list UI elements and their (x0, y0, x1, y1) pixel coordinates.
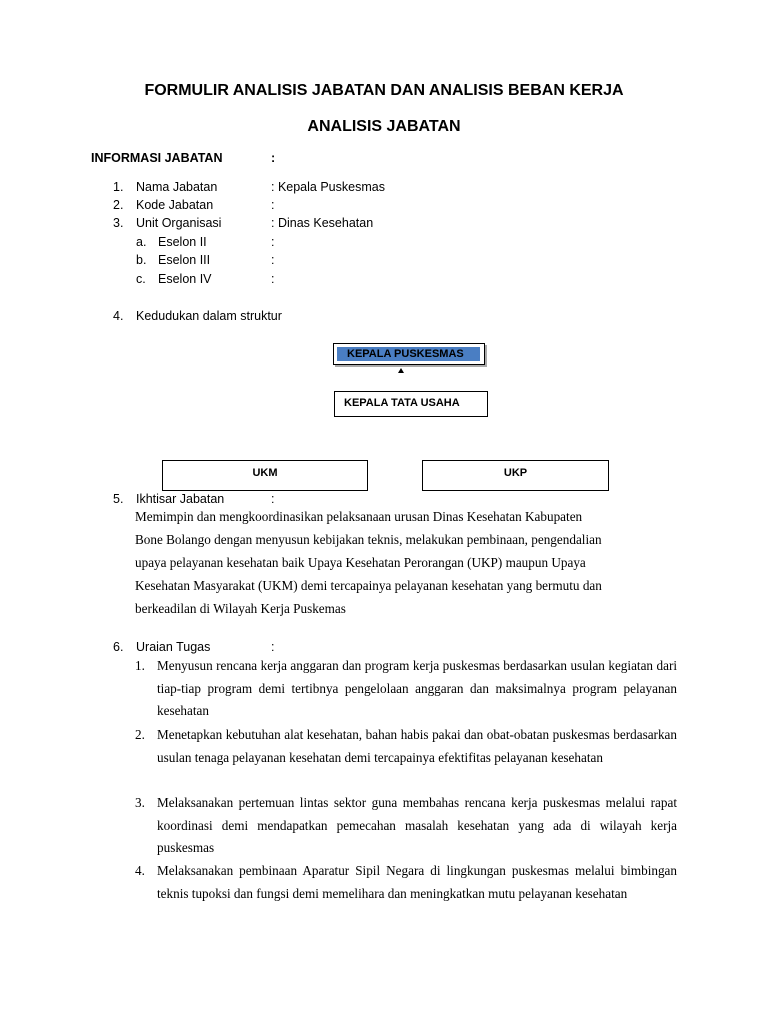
section-number: 6. (113, 640, 124, 654)
sub-field-label-eselon-iii: Eselon III (158, 253, 211, 267)
ikhtisar-line: Memimpin dan mengkoordinasikan pelaksanaan urusan Dinas Kesehatan Kabupaten (135, 509, 583, 524)
ukp-box (422, 460, 609, 491)
field-label-unit-organisasi: Unit Organisasi (136, 216, 222, 230)
sub-field-value-eselon-iv: : (271, 272, 275, 286)
ukm-box (162, 460, 368, 491)
ikhtisar-paragraph (135, 505, 675, 620)
task-item: Melaksanakan pertemuan lintas sektor guna membahas rencana kerja puskesmas melalui rapat koordinasi demi mendapatkan pemecahan masalah kesehatan yang ada di wilayah kerja puskesmas (157, 795, 677, 856)
sub-field-letter: a. (136, 235, 147, 249)
task-number: 1. (135, 658, 145, 673)
arrow-up-icon (396, 366, 406, 376)
field-value-nama-jabatan: : Kepala Puskesmas (271, 180, 385, 194)
uraian-colon: : (271, 640, 275, 654)
ikhtisar-line: berkeadilan di Wilayah Kerja Puskemas (135, 601, 346, 616)
field-number: 3. (113, 216, 124, 230)
field-value-kode-jabatan: : (271, 198, 275, 212)
field-number: 1. (113, 180, 124, 194)
ukp-label: UKP (503, 467, 528, 479)
task-number: 2. (135, 727, 145, 742)
sub-field-letter: c. (136, 272, 146, 286)
task-item: Menyusun rencana kerja anggaran dan program kerja puskesmas berdasarkan usulan kegiatan dari tiap-tiap program demi tertibnya pengelolaan anggaran dan maksimalnya program pelayanan kesehatan (157, 658, 677, 719)
task-number: 4. (135, 863, 145, 878)
section-number: 4. (113, 309, 124, 323)
ikhtisar-label: Ikhtisar Jabatan (136, 492, 225, 506)
task-number: 3. (135, 795, 145, 810)
ikhtisar-colon: : (271, 492, 275, 506)
ikhtisar-line: upaya pelayanan kesehatan baik Upaya Kesehatan Perorangan (UKP) maupun Upaya (135, 555, 586, 570)
kepala-puskesmas-label: KEPALA PUSKESMAS (347, 348, 464, 360)
field-label-nama-jabatan: Nama Jabatan (136, 180, 218, 194)
info-header-label: INFORMASI JABATAN (91, 151, 223, 165)
sub-field-letter: b. (136, 253, 147, 267)
ikhtisar-line: Kesehatan Masyarakat (UKM) demi tercapainya pelayanan kesehatan yang bermutu dan (135, 578, 602, 593)
sub-field-value-eselon-ii: : (271, 235, 275, 249)
document-title: FORMULIR ANALISIS JABATAN DAN ANALISIS BEBAN KERJA (144, 82, 624, 99)
section-number: 5. (113, 492, 124, 506)
field-number: 2. (113, 198, 124, 212)
task-item: Menetapkan kebutuhan alat kesehatan, bahan habis pakai dan obat-obatan puskesmas berdasarkan usulan tenaga pelayanan kesehatan demi tercapainya efektifitas pelayanan kesehatan (157, 727, 677, 765)
ikhtisar-line: Bone Bolango dengan menyusun kebijakan teknis, melakukan pembinaan, pengendalian (135, 532, 602, 547)
sub-field-label-eselon-ii: Eselon II (158, 235, 207, 249)
kepala-puskesmas-box (333, 343, 485, 365)
kepala-tata-usaha-box (334, 391, 488, 417)
struktur-label: Kedudukan dalam struktur (136, 309, 282, 323)
task-item: Melaksanakan pembinaan Aparatur Sipil Negara di lingkungan puskesmas melalui bimbingan teknis tupoksi dan fungsi demi memelihara dan meningkatkan mutu pelayanan kesehatan (157, 863, 677, 901)
field-value-unit-organisasi: : Dinas Kesehatan (271, 216, 374, 230)
field-label-kode-jabatan: Kode Jabatan (136, 198, 214, 212)
sub-field-value-eselon-iii: : (271, 253, 275, 267)
info-header-colon: : (271, 151, 276, 165)
section-title: ANALISIS JABATAN (307, 118, 461, 135)
uraian-label: Uraian Tugas (136, 640, 211, 654)
sub-field-label-eselon-iv: Eselon IV (158, 272, 212, 286)
ukm-label: UKM (252, 467, 278, 479)
kepala-tata-usaha-label: KEPALA TATA USAHA (344, 397, 460, 409)
